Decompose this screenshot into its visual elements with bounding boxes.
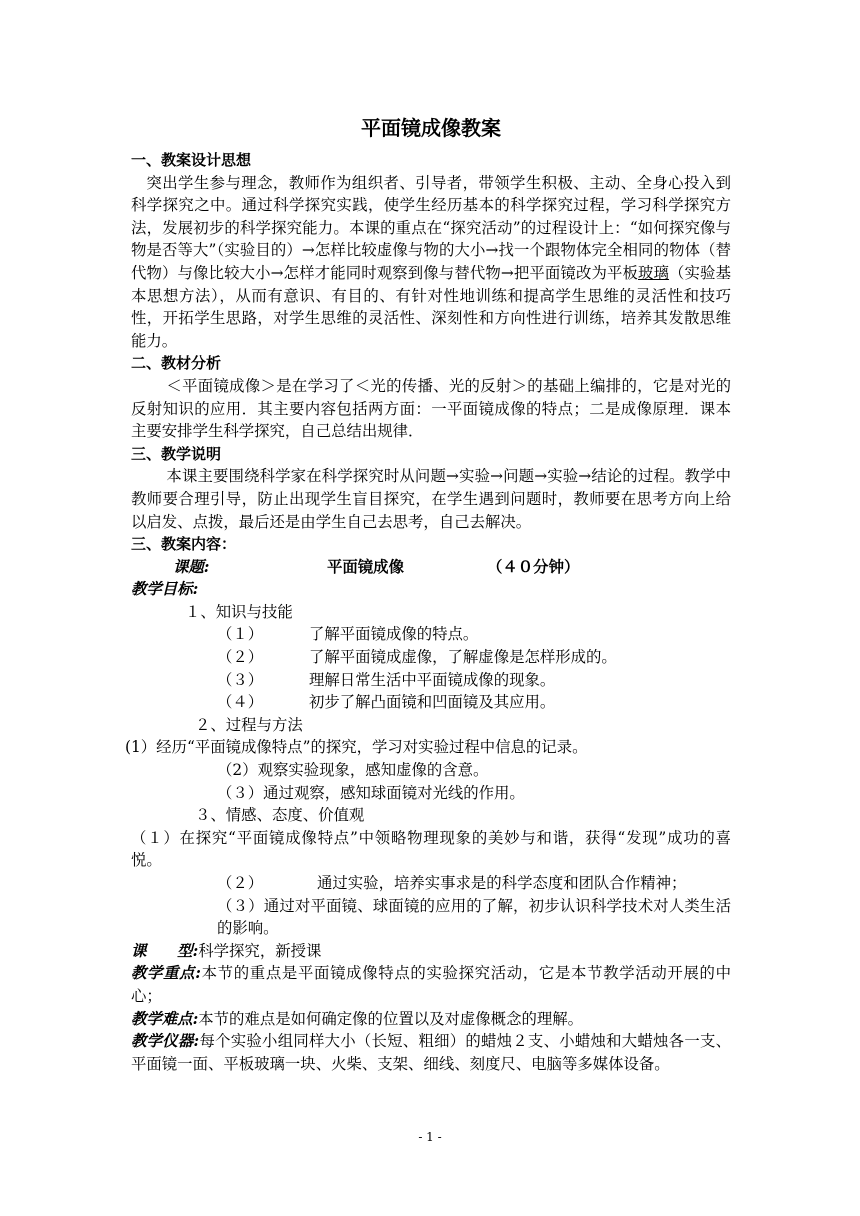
page-number: - 1 - (418, 1130, 442, 1144)
goal-2-title: ２、过程与方法 (195, 715, 303, 734)
instruments-line (131, 1030, 731, 1075)
goal-3-item-2 (131, 872, 731, 895)
goal-2-item-1: (1）经历“平面镜成像特点”的探究，学习对实验过程中信息的记录。 (125, 738, 588, 757)
lesson-type-text: 科学探究，新授课 (198, 941, 322, 960)
goal-2-item-3: （３）通过观察，感知球面镜对光线的作用。 (217, 783, 525, 802)
list-item-text: 理解日常生活中平面镜成像的现象。 (309, 670, 556, 689)
key-point-line (131, 962, 731, 1007)
list-item-text: 通过实验，培养实事求是的科学态度和团队合作精神； (317, 874, 687, 892)
goal-3-title: ３、情感、态度、价值观 (195, 806, 365, 825)
goals-label: 教学目标: (131, 580, 199, 599)
design-text-underlined: 玻璃 (638, 263, 670, 282)
instruments-text: 每个实验小组同样大小（长短、粗细）的蜡烛２支、小蜡烛和大蜡烛各一支、平面镜一面、平板玻璃一块、火柴、支架、细线、刻度尺、电脑等多媒体设备。 (131, 1032, 731, 1073)
list-item (217, 691, 731, 714)
list-item (217, 669, 731, 692)
list-item-number: （２） (217, 648, 264, 667)
key-point-label: 教学重点: (131, 964, 201, 983)
lesson-type-label: 课 型: (131, 941, 199, 960)
lesson-type-line (131, 940, 731, 963)
goal-1-title: １、知识与技能 (185, 602, 293, 621)
section-body-design (131, 172, 731, 353)
section-heading-analysis: 二、教材分析 (131, 354, 222, 373)
list-item (217, 646, 731, 669)
list-item-number: （１） (217, 625, 264, 644)
lesson-label: 课题: (173, 557, 210, 576)
section-heading-content: 三、教案内容： (131, 535, 237, 554)
list-item-text: 初步了解凸面镜和凹面镜及其应用。 (309, 693, 556, 712)
page-content (125, 113, 731, 1075)
list-item-text: 了解平面镜成像的特点。 (309, 625, 479, 644)
difficulty-label: 教学难点: (131, 1009, 199, 1028)
design-text-a: 突出学生参与理念，教师作为组织者、引导者，带领学生积极、主动、全身心投入到科学探究之中。通过科学探究实践，使学生经历基本的科学探究过程，学习科学探究方法，发展初步的科学探究能力。本课的重点在“探究活动”的过程设计上：“如何探究像与物是否等大”（实验目的）→怎样比较虚像与物的大小→找一个跟物体完全相同的物体（替代物）与像比较大小→怎样才能同时观察到像与替代物→把平面镜改为平板 (131, 173, 731, 282)
design-text-b: （实验基本思想方法），从而有意识、有目的、有针对性地训练和提高学生思维的灵活性和技巧性，开拓学生思路，对学生思维的灵活性、深刻性和方向性进行训练，培养其发散思维能力。 (131, 263, 731, 350)
section-heading-design: 一、教案设计思想 (131, 151, 252, 169)
lesson-duration: （４０分钟） (487, 557, 580, 576)
key-point-text: 本节的重点是平面镜成像特点的实验探究活动，它是本节教学活动开展的中心； (131, 964, 731, 1005)
list-item-number: （３） (217, 670, 264, 689)
instruments-label: 教学仪器: (131, 1032, 200, 1051)
goal-2-item-2: （2）观察实验现象，感知虚像的含意。 (217, 761, 489, 780)
difficulty-text: 本节的难点是如何确定像的位置以及对虚像概念的理解。 (198, 1009, 584, 1028)
list-item-number: （４） (217, 693, 264, 712)
goal-3-item-1: （１）在探究“平面镜成像特点”中领略物理现象的美妙与和谐，获得“发现”成功的喜悦。 (131, 828, 731, 870)
goal-3-item-3: （３）通过对平面镜、球面镜的应用的了解，初步认识科学技术对人类生活的影响。 (217, 896, 731, 938)
list-item-number: （２） (217, 874, 264, 892)
difficulty-line (131, 1008, 731, 1031)
section-body-notes: 本课主要围绕科学家在科学探究时从问题→实验→问题→实验→结论的过程。教学中教师要合理引导，防止出现学生盲目探究，在学生遇到问题时，教师要在思考方向上给以启发、点拨，最后还是由学生自己去思考，自己去解决。 (131, 467, 731, 531)
section-body-analysis: ＜平面镜成像＞是在学习了＜光的传播、光的反射＞的基础上编排的，它是对光的反射知识的应用．其主要内容包括两方面：一平面镜成像的特点；二是成像原理．课本主要安排学生科学探究，自己总结出规律． (131, 376, 731, 441)
section-heading-notes: 三、教学说明 (131, 444, 222, 463)
list-item (217, 623, 731, 646)
page-title: 平面镜成像教案 (361, 116, 501, 140)
lesson-line (131, 556, 731, 579)
lesson-name: 平面镜成像 (327, 557, 404, 576)
list-item-text: 了解平面镜成虚像，了解虚像是怎样形成的。 (309, 648, 617, 667)
goal-1-list (131, 623, 731, 713)
